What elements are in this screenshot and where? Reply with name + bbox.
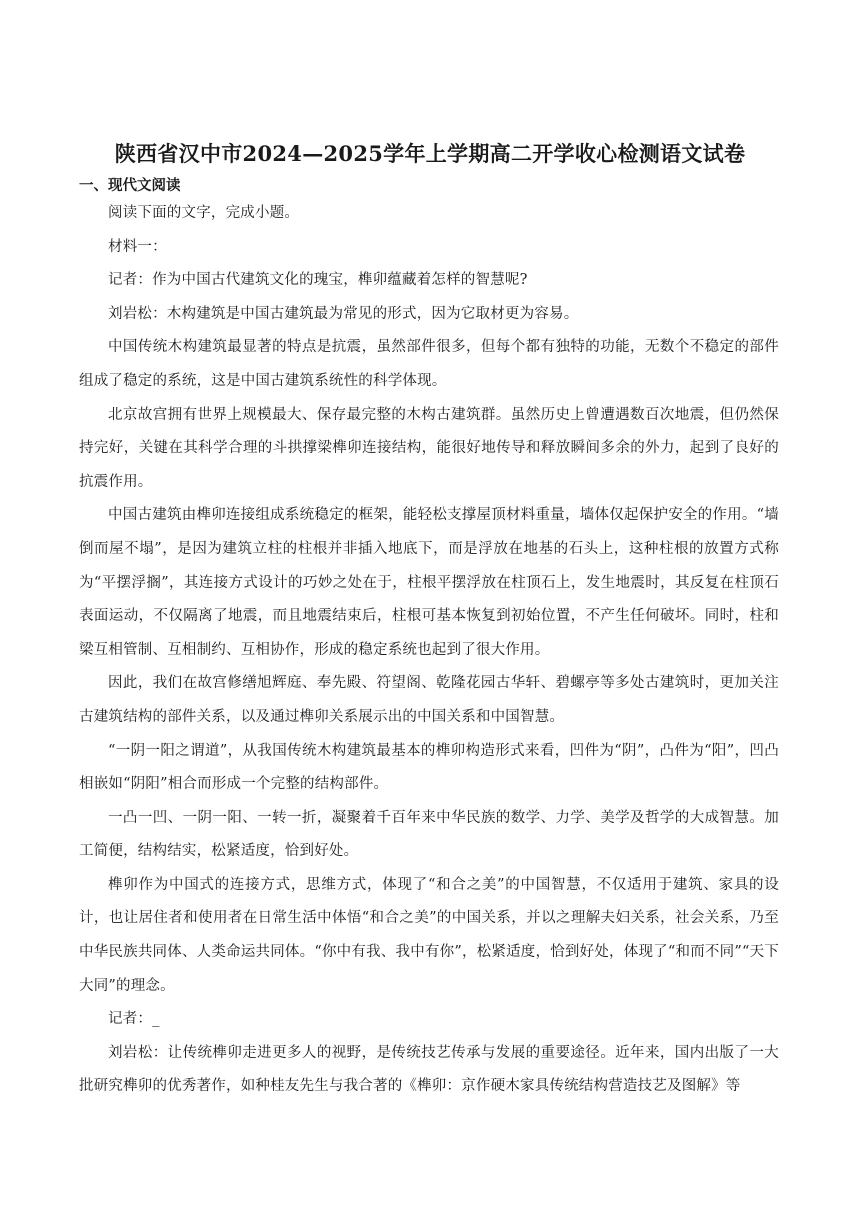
document-body	[79, 197, 779, 1104]
paragraph: 北京故宫拥有世界上规模最大、保存最完整的木构古建筑群。虽然历史上曾遭遇数百次地震，但仍然保持完好，关键在其科学合理的斗拱撑梁榫卯连接结构，能很好地传导和释放瞬间多余的外力，起到了良好的抗震作用。	[79, 406, 779, 490]
paragraph: 榫卯作为中国式的连接方式，思维方式，体现了“和合之美”的中国智慧，不仅适用于建筑、家具的设计，也让居住者和使用者在日常生活中体悟“和合之美”的中国关系，并以之理解夫妇关系，社会关系，乃至中华民族共同体、人类命运共同体。“你中有我、我中有你”，松紧适度，恰到好处，体现了“和而不同”“天下大同”的理念。	[79, 876, 779, 994]
paragraph-answer: 刘岩松：木构建筑是中国古建筑最为常见的形式，因为它取材更为容易。	[108, 305, 579, 322]
paragraph: 一凸一凹、一阴一阳、一转一折，凝聚着千百年来中华民族的数学、力学、美学及哲学的大成智慧。加工简便，结构结实，松紧适度，恰到好处。	[79, 809, 779, 860]
paragraph: 中国传统木构建筑最显著的特点是抗震，虽然部件很多，但每个都有独特的功能，无数个不稳定的部件组成了稳定的系统，这是中国古建筑系统性的科学体现。	[79, 339, 779, 389]
paragraph: “一阴一阳之谓道”，从我国传统木构建筑最基本的榫卯构造形式来看，凹件为“阴”，凸件为“阳”，凹凸相嵌如“阴阳”相合而形成一个完整的结构部件。	[79, 742, 779, 793]
paragraph-material-label: 材料一：	[108, 238, 167, 255]
paragraph: 因此，我们在故宫修缮旭辉庭、奉先殿、符望阁、乾隆花园古华轩、碧螺亭等多处古建筑时，更加关注古建筑结构的部件关系，以及通过榫卯关系展示出的中国关系和中国智慧。	[79, 675, 779, 725]
paragraph-reporter-question: 记者：作为中国古代建筑文化的瑰宝，榫卯蕴藏着怎样的智慧呢?	[108, 272, 528, 289]
paragraph-instruction: 阅读下面的文字，完成小题。	[108, 205, 300, 221]
section-heading: 一、现代文阅读	[79, 177, 181, 194]
paragraph-reporter-blank: 记者：_	[108, 1011, 160, 1028]
document-title: 陕西省汉中市2024—2025学年上学期高二开学收心检测语文试卷	[114, 141, 746, 166]
paragraph: 中国古建筑由榫卯连接组成系统稳定的框架，能轻松支撑屋顶材料重量，墙体仅起保护安全的作用。“墙倒而屋不塌”，是因为建筑立柱的柱根并非插入地底下，而是浮放在地基的石头上，这种柱根的放置方式称为“平摆浮搁”，其连接方式设计的巧妙之处在于，柱根平摆浮放在柱顶石上，发生地震时，其反复在柱顶石表面运动，不仅隔离了地震，而且地震结束后，柱根可基本恢复到初始位置，不产生任何破坏。同时，柱和梁互相管制、互相制约、互相协作，形成的稳定系统也起到了很大作用。	[79, 507, 779, 658]
paragraph-answer: 刘岩松：让传统榫卯走进更多人的视野，是传统技艺传承与发展的重要途径。近年来，国内出版了一大批研究榫卯的优秀著作，如种桂友先生与我合著的《榫卯：京作硬木家具传统结构营造技艺及图解》等	[79, 1044, 779, 1095]
